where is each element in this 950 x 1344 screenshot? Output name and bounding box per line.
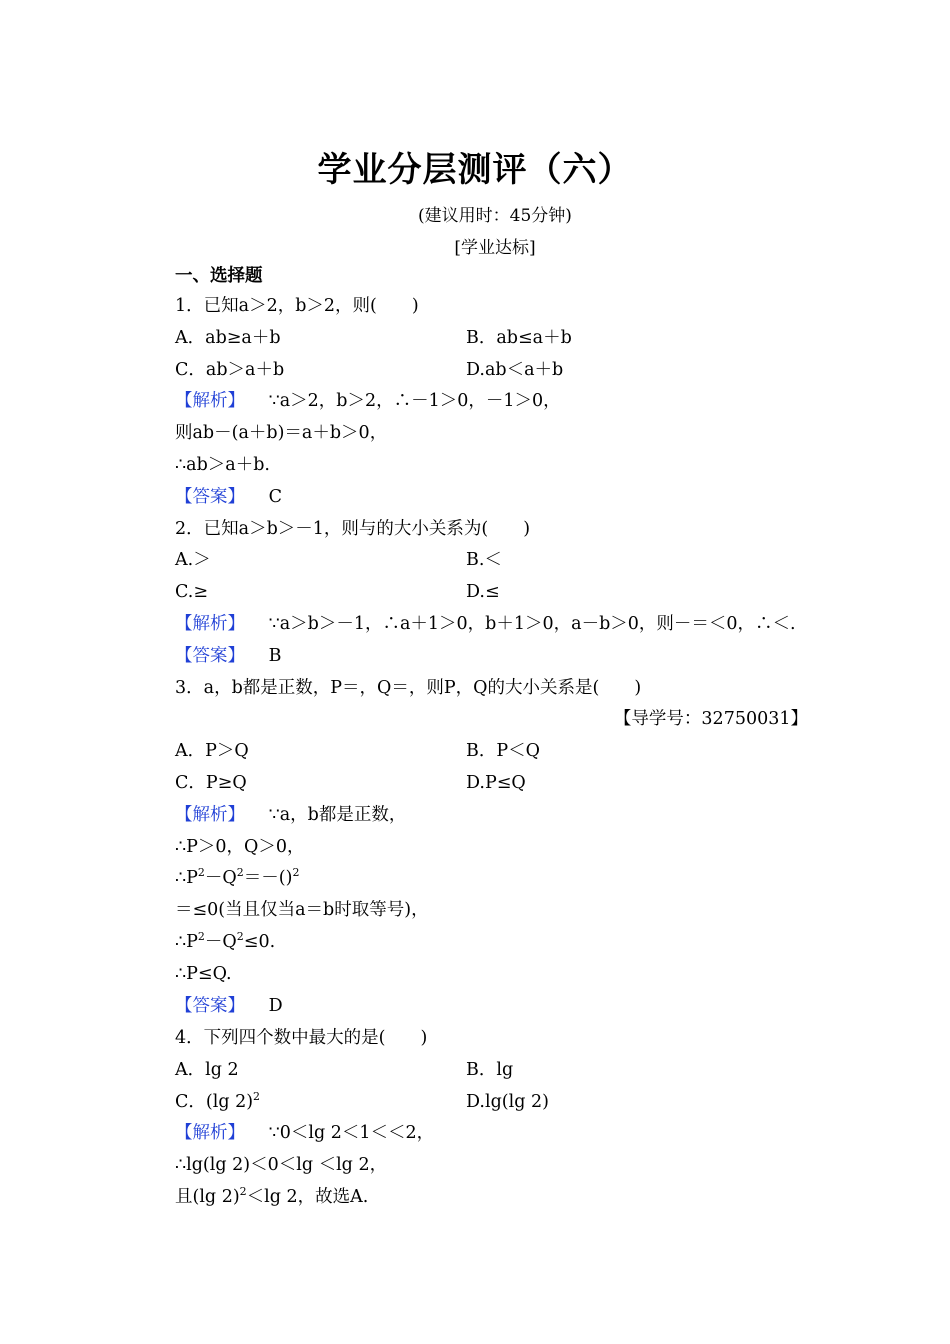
q2-answer [175,645,281,667]
analysis-label: 【解析】 [175,391,245,411]
q3-guide-number: 【导学号：32750031】 [613,709,808,729]
section-heading: 一、选择题 [175,266,263,286]
analysis-label: 【解析】 [175,614,245,634]
q3-option-a: A．P＞Q [175,741,249,761]
time-note: (建议用时：45分钟) [418,206,572,226]
q3-analysis-line-2: ∴P＞0，Q＞0， [175,837,305,857]
q1-analysis-line-2: 则ab－(a＋b)＝a＋b＞0， [175,423,388,443]
q3-answer-value: D [268,996,283,1016]
analysis-label: 【解析】 [175,1123,245,1143]
q2-analysis [175,613,796,635]
q4-option-c: C．(lg 2)$^2$ [175,1090,261,1112]
q3-analysis-line-6: ∴P≤Q. [175,964,232,984]
q3-option-d: D.P≤Q [466,773,526,793]
q3-analysis-line-5: $\therefore P^2-Q^2\le 0$. [175,930,276,952]
q4-analysis-line-3: 且(lg 2)$^2$＜lg 2，故选A. [175,1185,369,1207]
q3-option-b: B．P＜Q [466,741,540,761]
answer-label: 【答案】 [175,646,245,666]
q4-stem: 4．下列四个数中最大的是( ) [175,1028,428,1048]
q4-option-d: D.lg(lg 2) [466,1092,549,1112]
q2-stem: 2．已知a＞b＞－1，则与的大小关系为( ) [175,519,531,539]
q3-stem: 3．a，b都是正数，P＝，Q＝，则P，Q的大小关系是( ) [175,678,642,698]
q4-analysis [175,1122,434,1144]
q4-analysis-line-2: ∴lg(lg 2)＜0＜lg ＜lg 2， [175,1155,388,1175]
q3-analysis-line-1: ∵a，b都是正数， [268,805,407,825]
q1-option-a: A．ab≥a＋b [175,328,281,348]
analysis-label: 【解析】 [175,805,245,825]
level-label: [学业达标] [454,238,536,258]
q3-analysis [175,804,406,826]
q1-answer-value: C [268,487,282,507]
q2-option-b: B.＜ [466,550,502,570]
q4-option-b: B．lg [466,1060,514,1080]
answer-label: 【答案】 [175,996,245,1016]
q4-analysis-line-1: ∵0＜lg 2＜1＜＜2， [268,1123,435,1143]
q2-option-c: C.≥ [175,582,208,602]
q3-analysis-line-3: $\therefore P^2-Q^2=-()^2$ [175,866,300,888]
q2-answer-value: B [268,646,282,666]
answer-label: 【答案】 [175,487,245,507]
q2-option-d: D.≤ [466,582,500,602]
q3-analysis-line-4: ＝≤0(当且仅当a＝b时取等号)， [175,900,429,920]
q4-option-a: A．lg 2 [175,1060,239,1080]
q1-analysis [175,390,561,412]
q2-option-a: A.＞ [175,550,211,570]
q1-analysis-line-3: ∴ab＞a＋b. [175,455,270,475]
q1-stem: 1．已知a＞2，b＞2，则( ) [175,296,419,316]
q1-answer [175,486,282,508]
q1-analysis-line-1: ∵a＞2，b＞2，∴－1＞0，－1＞0， [268,391,561,411]
page-title: 学业分层测评（六） [317,150,633,190]
q2-analysis-line-1: ∵a＞b＞－1，∴a＋1＞0，b＋1＞0，a－b＞0，则－＝＜0，∴＜. [268,614,796,634]
q1-option-d: D.ab＜a＋b [466,360,564,380]
q3-option-c: C．P≥Q [175,773,247,793]
q1-option-b: B．ab≤a＋b [466,328,572,348]
q3-answer [175,995,283,1017]
q1-option-c: C．ab＞a＋b [175,360,285,380]
